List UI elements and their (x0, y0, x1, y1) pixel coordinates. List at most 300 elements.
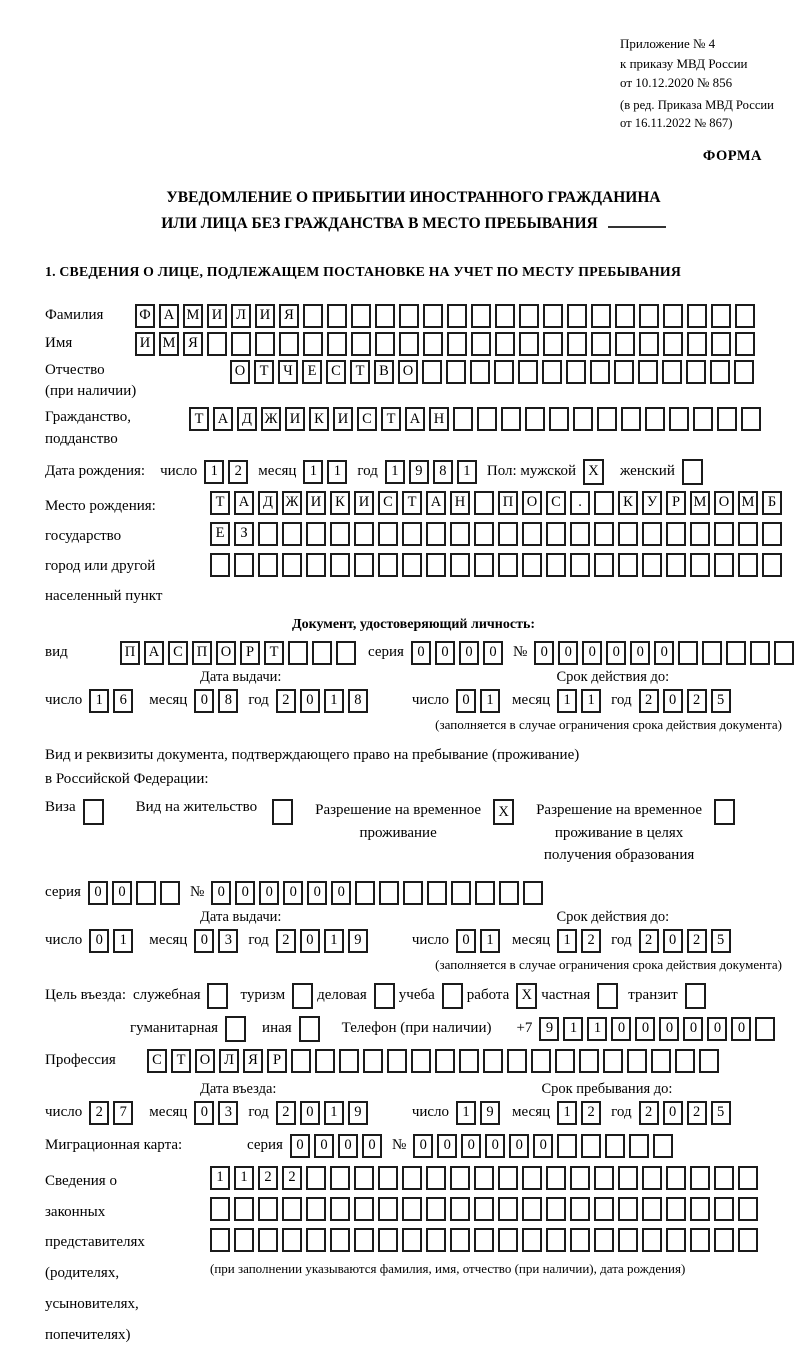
char-cell[interactable]: И (333, 407, 353, 431)
char-cell[interactable]: О (230, 360, 250, 384)
char-cell[interactable] (258, 1197, 278, 1221)
char-cell[interactable]: 1 (204, 460, 224, 484)
char-cell[interactable] (686, 360, 706, 384)
char-cell[interactable]: 0 (485, 1134, 505, 1158)
char-cell[interactable] (272, 799, 293, 825)
char-cell[interactable] (354, 1228, 374, 1252)
char-cell[interactable]: Д (237, 407, 257, 431)
char-cell[interactable]: О (522, 491, 542, 515)
char-cell[interactable]: 9 (480, 1101, 500, 1125)
char-cell[interactable] (699, 1049, 719, 1073)
char-cell[interactable]: 7 (113, 1101, 133, 1125)
char-cell[interactable]: 0 (663, 689, 683, 713)
char-cell[interactable] (618, 1197, 638, 1221)
char-cell[interactable] (330, 553, 350, 577)
char-cell[interactable]: З (234, 522, 254, 546)
char-cell[interactable]: 1 (89, 689, 109, 713)
char-cell[interactable] (312, 641, 332, 665)
char-cell[interactable]: 9 (348, 929, 368, 953)
char-cell[interactable] (279, 332, 299, 356)
char-cell[interactable]: 0 (659, 1017, 679, 1041)
char-cell[interactable] (651, 1049, 671, 1073)
char-cell[interactable]: Л (219, 1049, 239, 1073)
char-cell[interactable]: 0 (606, 641, 626, 665)
char-cell[interactable]: 1 (563, 1017, 583, 1041)
char-cell[interactable]: 2 (639, 929, 659, 953)
char-cell[interactable]: 2 (258, 1166, 278, 1190)
char-cell[interactable] (543, 304, 563, 328)
char-cell[interactable] (399, 332, 419, 356)
char-cell[interactable] (666, 1228, 686, 1252)
char-cell[interactable] (315, 1049, 335, 1073)
char-cell[interactable]: Т (350, 360, 370, 384)
char-cell[interactable] (355, 881, 375, 905)
char-cell[interactable] (378, 1166, 398, 1190)
char-cell[interactable]: 2 (687, 1101, 707, 1125)
char-cell[interactable] (231, 332, 251, 356)
char-cell[interactable] (581, 1134, 601, 1158)
char-cell[interactable]: 0 (194, 929, 214, 953)
char-cell[interactable]: 1 (557, 689, 577, 713)
char-cell[interactable] (687, 304, 707, 328)
char-cell[interactable] (354, 522, 374, 546)
char-cell[interactable] (210, 1228, 230, 1252)
char-cell[interactable]: 2 (581, 929, 601, 953)
char-cell[interactable] (474, 522, 494, 546)
char-cell[interactable] (210, 553, 230, 577)
char-cell[interactable]: Т (254, 360, 274, 384)
char-cell[interactable] (762, 553, 782, 577)
char-cell[interactable]: 0 (459, 641, 479, 665)
char-cell[interactable] (639, 332, 659, 356)
char-cell[interactable]: О (714, 491, 734, 515)
char-cell[interactable] (471, 332, 491, 356)
char-cell[interactable]: И (354, 491, 374, 515)
char-cell[interactable] (627, 1049, 647, 1073)
char-cell[interactable] (710, 360, 730, 384)
char-cell[interactable] (474, 491, 494, 515)
char-cell[interactable] (519, 332, 539, 356)
char-cell[interactable]: 3 (218, 929, 238, 953)
char-cell[interactable] (669, 407, 689, 431)
char-cell[interactable]: М (690, 491, 710, 515)
char-cell[interactable] (234, 1228, 254, 1252)
char-cell[interactable] (618, 1166, 638, 1190)
char-cell[interactable] (570, 1197, 590, 1221)
char-cell[interactable] (666, 1166, 686, 1190)
char-cell[interactable] (735, 304, 755, 328)
char-cell[interactable] (495, 304, 515, 328)
char-cell[interactable] (774, 641, 794, 665)
char-cell[interactable] (522, 522, 542, 546)
char-cell[interactable] (519, 304, 539, 328)
char-cell[interactable]: 1 (581, 689, 601, 713)
char-cell[interactable]: Т (210, 491, 230, 515)
char-cell[interactable]: 8 (348, 689, 368, 713)
char-cell[interactable]: Б (762, 491, 782, 515)
char-cell[interactable]: 0 (509, 1134, 529, 1158)
char-cell[interactable] (234, 1197, 254, 1221)
char-cell[interactable] (594, 1166, 614, 1190)
char-cell[interactable] (546, 1197, 566, 1221)
char-cell[interactable]: 5 (711, 1101, 731, 1125)
char-cell[interactable] (523, 881, 543, 905)
char-cell[interactable]: 0 (300, 1101, 320, 1125)
char-cell[interactable] (678, 641, 698, 665)
char-cell[interactable] (306, 1197, 326, 1221)
char-cell[interactable]: Я (279, 304, 299, 328)
char-cell[interactable] (693, 407, 713, 431)
char-cell[interactable]: 0 (314, 1134, 334, 1158)
char-cell[interactable]: 2 (581, 1101, 601, 1125)
char-cell[interactable]: А (213, 407, 233, 431)
char-cell[interactable] (714, 522, 734, 546)
char-cell[interactable] (653, 1134, 673, 1158)
char-cell[interactable] (498, 553, 518, 577)
char-cell[interactable] (483, 1049, 503, 1073)
char-cell[interactable] (474, 1197, 494, 1221)
char-cell[interactable] (447, 304, 467, 328)
char-cell[interactable]: М (183, 304, 203, 328)
char-cell[interactable] (662, 360, 682, 384)
char-cell[interactable]: Н (450, 491, 470, 515)
char-cell[interactable]: И (285, 407, 305, 431)
char-cell[interactable] (717, 407, 737, 431)
char-cell[interactable]: X (583, 459, 604, 485)
char-cell[interactable] (354, 553, 374, 577)
char-cell[interactable]: 9 (539, 1017, 559, 1041)
char-cell[interactable]: И (255, 304, 275, 328)
char-cell[interactable] (471, 304, 491, 328)
char-cell[interactable]: 2 (639, 1101, 659, 1125)
char-cell[interactable] (711, 332, 731, 356)
char-cell[interactable] (522, 553, 542, 577)
char-cell[interactable] (339, 1049, 359, 1073)
char-cell[interactable] (378, 522, 398, 546)
char-cell[interactable]: 0 (611, 1017, 631, 1041)
char-cell[interactable] (402, 522, 422, 546)
char-cell[interactable]: 0 (707, 1017, 727, 1041)
char-cell[interactable] (590, 360, 610, 384)
char-cell[interactable]: Ж (261, 407, 281, 431)
char-cell[interactable] (714, 1197, 734, 1221)
char-cell[interactable] (207, 983, 228, 1009)
char-cell[interactable]: 0 (461, 1134, 481, 1158)
char-cell[interactable]: 3 (218, 1101, 238, 1125)
char-cell[interactable] (160, 881, 180, 905)
char-cell[interactable]: 0 (731, 1017, 751, 1041)
char-cell[interactable]: К (309, 407, 329, 431)
char-cell[interactable] (351, 332, 371, 356)
char-cell[interactable] (714, 799, 735, 825)
char-cell[interactable]: 5 (711, 689, 731, 713)
char-cell[interactable] (507, 1049, 527, 1073)
char-cell[interactable]: Р (240, 641, 260, 665)
char-cell[interactable]: 0 (663, 929, 683, 953)
char-cell[interactable] (614, 360, 634, 384)
char-cell[interactable] (591, 332, 611, 356)
char-cell[interactable] (327, 304, 347, 328)
char-cell[interactable] (474, 553, 494, 577)
char-cell[interactable]: П (192, 641, 212, 665)
char-cell[interactable]: К (330, 491, 350, 515)
char-cell[interactable] (291, 1049, 311, 1073)
char-cell[interactable]: 1 (303, 460, 323, 484)
char-cell[interactable] (451, 881, 471, 905)
char-cell[interactable]: Я (243, 1049, 263, 1073)
char-cell[interactable] (306, 1166, 326, 1190)
char-cell[interactable] (702, 641, 722, 665)
char-cell[interactable] (546, 522, 566, 546)
char-cell[interactable] (570, 522, 590, 546)
char-cell[interactable] (292, 983, 313, 1009)
char-cell[interactable] (642, 1197, 662, 1221)
char-cell[interactable] (258, 522, 278, 546)
char-cell[interactable] (522, 1166, 542, 1190)
char-cell[interactable]: Т (189, 407, 209, 431)
char-cell[interactable] (379, 881, 399, 905)
char-cell[interactable]: 1 (324, 689, 344, 713)
char-cell[interactable] (402, 1166, 422, 1190)
char-cell[interactable]: 0 (533, 1134, 553, 1158)
char-cell[interactable]: 0 (413, 1134, 433, 1158)
char-cell[interactable] (399, 304, 419, 328)
char-cell[interactable] (690, 1228, 710, 1252)
char-cell[interactable]: О (216, 641, 236, 665)
char-cell[interactable]: А (426, 491, 446, 515)
char-cell[interactable]: 0 (630, 641, 650, 665)
char-cell[interactable] (474, 1228, 494, 1252)
char-cell[interactable] (546, 553, 566, 577)
char-cell[interactable]: С (326, 360, 346, 384)
char-cell[interactable] (570, 1228, 590, 1252)
char-cell[interactable]: 0 (300, 929, 320, 953)
char-cell[interactable]: 2 (687, 689, 707, 713)
char-cell[interactable] (566, 360, 586, 384)
char-cell[interactable]: М (738, 491, 758, 515)
char-cell[interactable]: 2 (89, 1101, 109, 1125)
char-cell[interactable] (615, 332, 635, 356)
char-cell[interactable] (351, 304, 371, 328)
char-cell[interactable] (303, 332, 323, 356)
char-cell[interactable]: 9 (409, 460, 429, 484)
char-cell[interactable] (435, 1049, 455, 1073)
char-cell[interactable]: 0 (635, 1017, 655, 1041)
char-cell[interactable]: А (159, 304, 179, 328)
char-cell[interactable] (618, 522, 638, 546)
char-cell[interactable] (615, 304, 635, 328)
char-cell[interactable] (543, 332, 563, 356)
char-cell[interactable]: 0 (300, 689, 320, 713)
char-cell[interactable] (258, 553, 278, 577)
char-cell[interactable] (474, 1166, 494, 1190)
char-cell[interactable] (459, 1049, 479, 1073)
char-cell[interactable] (525, 407, 545, 431)
char-cell[interactable] (690, 1166, 710, 1190)
char-cell[interactable] (375, 332, 395, 356)
char-cell[interactable] (567, 304, 587, 328)
char-cell[interactable]: 0 (582, 641, 602, 665)
char-cell[interactable] (726, 641, 746, 665)
char-cell[interactable] (422, 360, 442, 384)
char-cell[interactable]: 8 (218, 689, 238, 713)
char-cell[interactable] (666, 1197, 686, 1221)
char-cell[interactable] (450, 1166, 470, 1190)
char-cell[interactable]: Ж (282, 491, 302, 515)
char-cell[interactable] (714, 1166, 734, 1190)
char-cell[interactable]: Т (402, 491, 422, 515)
char-cell[interactable] (426, 1166, 446, 1190)
char-cell[interactable] (450, 1197, 470, 1221)
char-cell[interactable]: Н (429, 407, 449, 431)
char-cell[interactable] (735, 332, 755, 356)
char-cell[interactable] (426, 553, 446, 577)
char-cell[interactable] (714, 1228, 734, 1252)
char-cell[interactable] (423, 304, 443, 328)
char-cell[interactable]: С (546, 491, 566, 515)
char-cell[interactable] (555, 1049, 575, 1073)
char-cell[interactable] (714, 553, 734, 577)
char-cell[interactable] (675, 1049, 695, 1073)
char-cell[interactable] (579, 1049, 599, 1073)
char-cell[interactable] (645, 407, 665, 431)
char-cell[interactable] (570, 1166, 590, 1190)
char-cell[interactable]: 1 (113, 929, 133, 953)
char-cell[interactable] (423, 332, 443, 356)
char-cell[interactable] (475, 881, 495, 905)
char-cell[interactable] (288, 641, 308, 665)
char-cell[interactable]: 1 (324, 929, 344, 953)
char-cell[interactable] (570, 553, 590, 577)
char-cell[interactable] (557, 1134, 577, 1158)
char-cell[interactable]: Ф (135, 304, 155, 328)
char-cell[interactable]: 1 (234, 1166, 254, 1190)
char-cell[interactable] (354, 1166, 374, 1190)
char-cell[interactable]: И (207, 304, 227, 328)
char-cell[interactable] (282, 522, 302, 546)
char-cell[interactable]: С (378, 491, 398, 515)
char-cell[interactable]: Р (666, 491, 686, 515)
char-cell[interactable]: С (147, 1049, 167, 1073)
char-cell[interactable]: Р (267, 1049, 287, 1073)
char-cell[interactable]: 0 (112, 881, 132, 905)
char-cell[interactable] (666, 553, 686, 577)
char-cell[interactable]: 2 (276, 929, 296, 953)
char-cell[interactable]: О (195, 1049, 215, 1073)
char-cell[interactable] (306, 553, 326, 577)
char-cell[interactable]: 1 (557, 1101, 577, 1125)
char-cell[interactable]: 5 (711, 929, 731, 953)
char-cell[interactable]: 2 (687, 929, 707, 953)
char-cell[interactable]: П (120, 641, 140, 665)
char-cell[interactable] (603, 1049, 623, 1073)
char-cell[interactable]: 0 (211, 881, 231, 905)
char-cell[interactable]: 0 (456, 929, 476, 953)
char-cell[interactable] (685, 983, 706, 1009)
char-cell[interactable]: Т (171, 1049, 191, 1073)
char-cell[interactable] (83, 799, 104, 825)
char-cell[interactable] (518, 360, 538, 384)
char-cell[interactable]: Я (183, 332, 203, 356)
char-cell[interactable]: 2 (276, 689, 296, 713)
char-cell[interactable]: 0 (411, 641, 431, 665)
char-cell[interactable] (442, 983, 463, 1009)
char-cell[interactable] (470, 360, 490, 384)
char-cell[interactable]: 0 (362, 1134, 382, 1158)
char-cell[interactable]: 0 (194, 689, 214, 713)
char-cell[interactable] (642, 1228, 662, 1252)
char-cell[interactable] (330, 1228, 350, 1252)
char-cell[interactable] (738, 1166, 758, 1190)
char-cell[interactable] (738, 1197, 758, 1221)
char-cell[interactable]: 0 (88, 881, 108, 905)
char-cell[interactable] (306, 1228, 326, 1252)
char-cell[interactable] (258, 1228, 278, 1252)
char-cell[interactable]: 9 (348, 1101, 368, 1125)
char-cell[interactable] (402, 1228, 422, 1252)
char-cell[interactable]: 1 (557, 929, 577, 953)
char-cell[interactable]: 0 (194, 1101, 214, 1125)
char-cell[interactable] (750, 641, 770, 665)
char-cell[interactable] (498, 522, 518, 546)
char-cell[interactable] (711, 304, 731, 328)
char-cell[interactable]: А (144, 641, 164, 665)
char-cell[interactable] (762, 522, 782, 546)
char-cell[interactable]: 0 (89, 929, 109, 953)
char-cell[interactable]: А (405, 407, 425, 431)
char-cell[interactable] (605, 1134, 625, 1158)
char-cell[interactable] (597, 983, 618, 1009)
char-cell[interactable]: 1 (324, 1101, 344, 1125)
char-cell[interactable] (734, 360, 754, 384)
char-cell[interactable]: Л (231, 304, 251, 328)
char-cell[interactable] (402, 553, 422, 577)
char-cell[interactable]: Ч (278, 360, 298, 384)
char-cell[interactable]: И (135, 332, 155, 356)
char-cell[interactable] (477, 407, 497, 431)
char-cell[interactable] (638, 360, 658, 384)
char-cell[interactable] (306, 522, 326, 546)
char-cell[interactable] (666, 522, 686, 546)
char-cell[interactable] (629, 1134, 649, 1158)
char-cell[interactable] (663, 304, 683, 328)
char-cell[interactable]: 0 (683, 1017, 703, 1041)
char-cell[interactable] (639, 304, 659, 328)
char-cell[interactable] (594, 491, 614, 515)
char-cell[interactable] (498, 1228, 518, 1252)
char-cell[interactable] (690, 522, 710, 546)
char-cell[interactable] (501, 407, 521, 431)
char-cell[interactable] (378, 1228, 398, 1252)
char-cell[interactable]: 1 (480, 689, 500, 713)
char-cell[interactable] (522, 1228, 542, 1252)
char-cell[interactable] (573, 407, 593, 431)
char-cell[interactable] (450, 1228, 470, 1252)
char-cell[interactable]: 1 (587, 1017, 607, 1041)
char-cell[interactable] (594, 553, 614, 577)
char-cell[interactable]: С (168, 641, 188, 665)
char-cell[interactable]: Т (264, 641, 284, 665)
char-cell[interactable] (282, 1197, 302, 1221)
char-cell[interactable]: А (234, 491, 254, 515)
char-cell[interactable]: 0 (663, 1101, 683, 1125)
char-cell[interactable] (136, 881, 156, 905)
char-cell[interactable]: Д (258, 491, 278, 515)
char-cell[interactable]: 1 (457, 460, 477, 484)
char-cell[interactable] (327, 332, 347, 356)
char-cell[interactable] (594, 1228, 614, 1252)
char-cell[interactable]: 0 (307, 881, 327, 905)
